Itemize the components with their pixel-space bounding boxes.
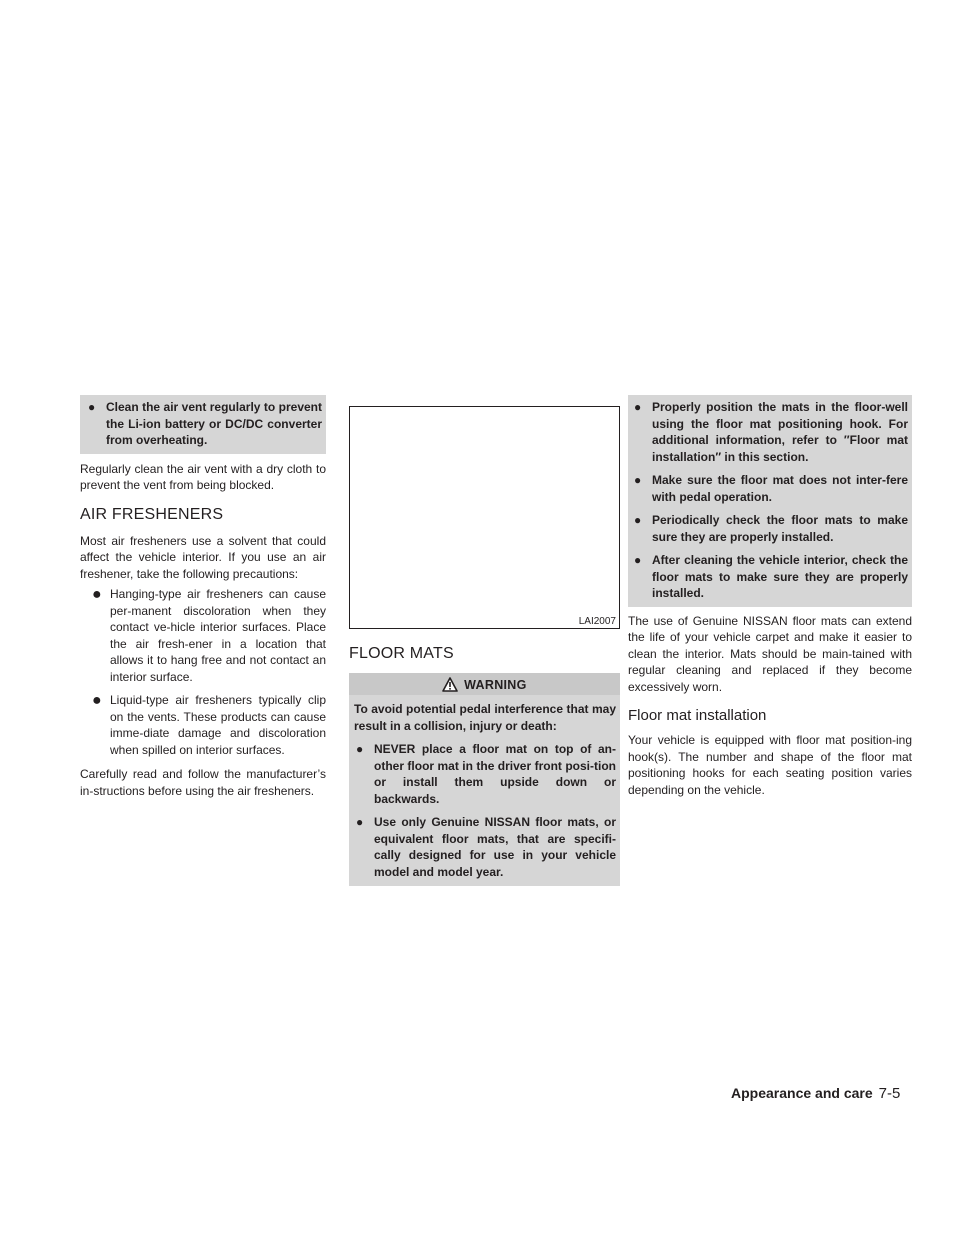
bullet-glyph: ● [92,586,102,603]
warning-label: WARNING [464,678,527,692]
caution-bullet [86,399,322,449]
warning-bullet-text: Properly position the mats in the floor-well using the floor mat positioning hook. For additional information, refer to ″Floor mat installation″ in this section. [652,400,908,464]
page-number: 7-5 [878,1085,901,1102]
bullet-glyph: ● [356,815,364,829]
warning-bullet [354,814,616,880]
column-middle [349,406,620,886]
bullet-glyph: ● [634,553,642,567]
air-vent-paragraph: Regularly clean the air vent with a dry cloth to prevent the vent from being blocked. [80,461,326,492]
caution-bullet-text: Clean the air vent regularly to prevent the Li-ion battery or DC/DC converter from overheating. [106,400,322,447]
installation-paragraph: Your vehicle is equipped with floor mat position-ing hook(s). The number and shape of the floor mat positioning hooks for each seating position varies depending on the vehicle. [628,733,912,797]
warning-bullet-text: Make sure the floor mat does not inter-fere with pedal operation. [652,473,908,504]
air-fresheners-intro: Most air fresheners use a solvent that could affect the vehicle interior. If you use an air freshener, take the following precautions: [80,533,326,581]
genuine-mats-paragraph: The use of Genuine NISSAN floor mats can extend the life of your vehicle carpet and make it easier to clean the interior. Mats should be main-tained with regular cleaning and replaced if they become excessively worn. [628,613,912,694]
warning-header [349,673,620,695]
warning-bullet-text: NEVER place a floor mat on top of an-other floor mat in the driver front posi-tion or install them upside down or backwards. [374,742,616,806]
warning-bullet-text: Use only Genuine NISSAN floor mats, or equivalent floor mats, that are specifi-cally designed for use in your vehicle model and model year. [374,815,616,879]
list-item [90,692,326,758]
warning-box [349,673,620,886]
warning-bullet-text: After cleaning the vehicle interior, check the floor mats to make sure they are properly installed. [652,553,908,600]
warning-bullet [354,741,616,807]
warning-body [349,695,620,886]
bullet-glyph: ● [634,473,642,487]
list-item-text: Hanging-type air fresheners can cause per-manent discoloration when they contact ve-hicle interior surfaces. Place the air fresh-ener in a location that allows it to hang free and not contact an interior surface. [110,587,326,684]
column-right [628,395,912,798]
warning-bullet [632,552,908,602]
caution-box [80,395,326,454]
bullet-glyph: ● [634,400,642,414]
list-item [90,586,326,685]
list-item-text: Liquid-type air fresheners typically clip on the vents. These products can cause imme-diate damage and discoloration when spilled on interior surfaces. [110,693,326,757]
column-left [80,395,326,799]
warning-bullet-text: Periodically check the floor mats to make sure they are properly installed. [652,513,908,544]
footer-section-title: Appearance and care [731,1085,873,1101]
air-fresheners-list [80,586,326,758]
bullet-glyph: ● [88,400,96,414]
warning-continued-box [628,395,912,607]
warning-bullet [632,399,908,465]
air-fresheners-heading: AIR FRESHENERS [80,505,224,523]
warning-bullet [632,472,908,505]
warning-intro: To avoid potential pedal interference that may result in a collision, injury or death: [354,702,616,733]
figure-code: LAI2007 [578,616,616,627]
warning-bullet [632,512,908,545]
bullet-glyph: ● [356,742,364,756]
figure-illustration [349,406,620,629]
bullet-glyph: ● [92,692,102,709]
manufacturer-instructions-paragraph: Carefully read and follow the manufacturer’s in-structions before using the air fresheners. [80,767,326,798]
floor-mats-heading: FLOOR MATS [349,645,454,662]
bullet-glyph: ● [634,513,642,527]
warning-triangle-icon [442,677,458,692]
page-footer [731,1085,921,1105]
floor-mat-installation-heading: Floor mat installation [628,707,767,724]
